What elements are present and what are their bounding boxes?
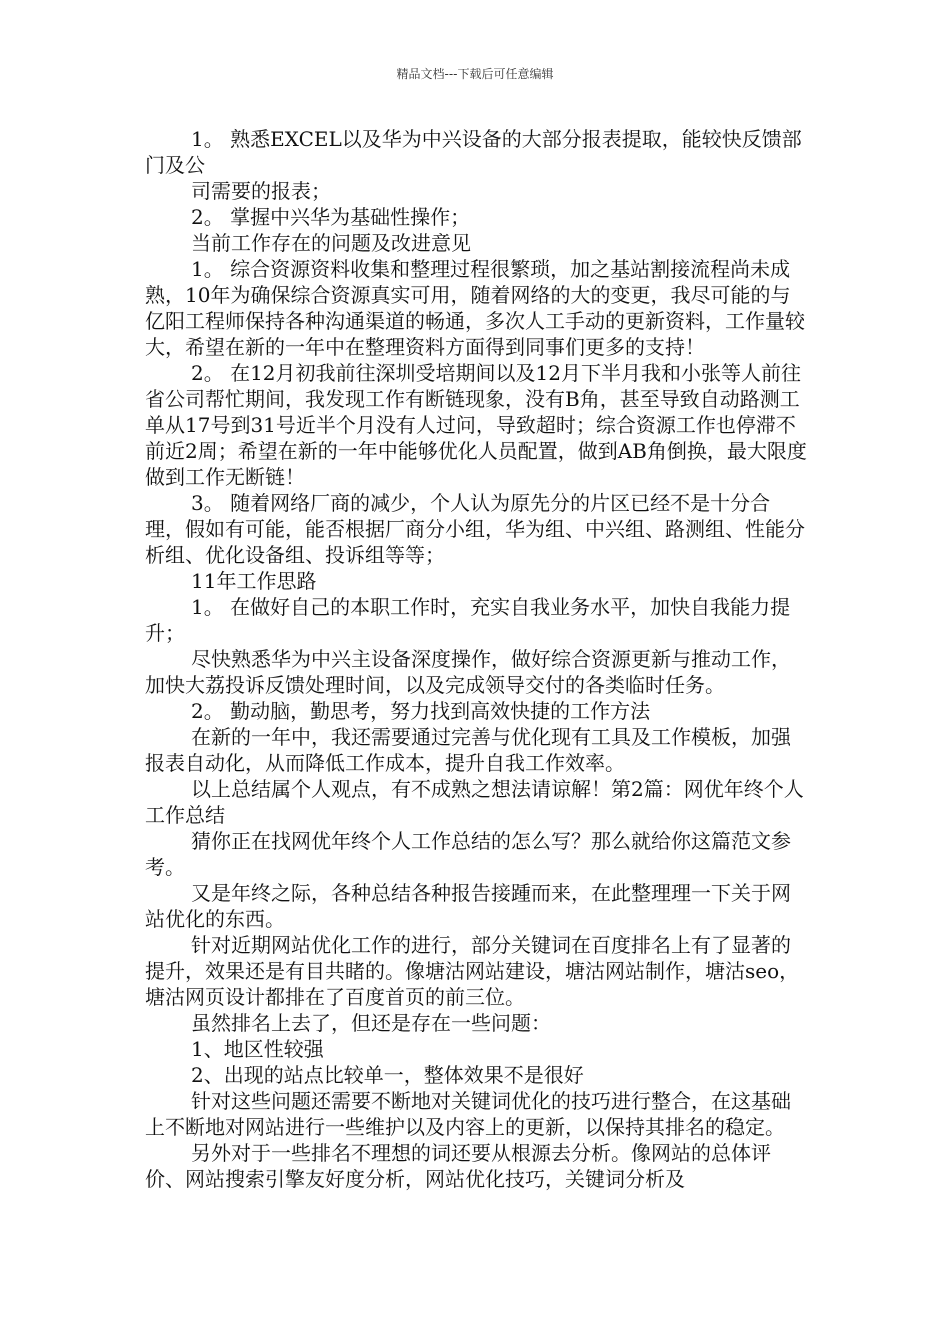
paragraph: 1。 综合资源资料收集和整理过程很繁琐，加之基站割接流程尚未成熟，10年为确保综合资源真实可用，随着网络的大的变更，我尽可能的与亿阳工程师保持各种沟通渠道的畅通，多次人工手动的更新资料，工作量较大，希望在新的一年中在整理资料方面得到同事们更多的支持！: [145, 257, 805, 359]
paragraph: 针对这些问题还需要不断地对关键词优化的技巧进行整合，在这基础上不断地对网站进行一些维护以及内容上的更新，以保持其排名的稳定。: [145, 1089, 791, 1139]
paragraph: 司需要的报表；: [191, 179, 331, 203]
paragraph: 2。 掌握中兴华为基础性操作；: [191, 205, 471, 229]
section-heading: 11年工作思路: [191, 569, 317, 593]
paragraph: 2。 在12月初我前往深圳受培期间以及12月下半月我和小张等人前往省公司帮忙期间，我发现工作有断链现象，没有B角，甚至导致自动路测工单从17号到31号近半个月没有人过问，导致超时；综合资源工作也停滞不前近2周；希望在新的一年中能够优化人员配置，做到AB角倒换，最大限度做到工作无断链！: [145, 361, 807, 489]
section-heading: 当前工作存在的问题及改进意见: [191, 231, 471, 255]
list-item: 1、地区性较强: [191, 1037, 324, 1061]
paragraph: 猜你正在找网优年终个人工作总结的怎么写？那么就给你这篇范文参考。: [145, 829, 791, 879]
paragraph: 1。 在做好自己的本职工作时，充实自我业务水平，加快自我能力提升；: [145, 595, 791, 645]
paragraph: 又是年终之际，各种总结各种报告接踵而来，在此整理理一下关于网站优化的东西。: [145, 881, 791, 931]
paragraph: 另外对于一些排名不理想的词还要从根源去分析。像网站的总体评价、网站搜索引擎友好度分析，网站优化技巧，关键词分析及: [145, 1141, 771, 1191]
paragraph: 以上总结属个人观点，有不成熟之想法请谅解！第2篇：网优年终个人工作总结: [145, 777, 804, 827]
paragraph: 1。 熟悉EXCEL以及华为中兴设备的大部分报表提取，能较快反馈部门及公: [145, 127, 802, 177]
paragraph: 尽快熟悉华为中兴主设备深度操作，做好综合资源更新与推动工作，加快大荔投诉反馈处理时间，以及完成领导交付的各类临时任务。: [145, 647, 791, 697]
page-header: 精品文档---下载后可任意编辑: [396, 67, 554, 81]
document-body: [145, 126, 809, 1192]
paragraph: 在新的一年中，我还需要通过完善与优化现有工具及工作模板，加强报表自动化，从而降低工作成本，提升自我工作效率。: [145, 725, 791, 775]
paragraph: 针对近期网站优化工作的进行，部分关键词在百度排名上有了显著的提升，效果还是有目共睹的。像塘沽网站建设，塘沽网站制作，塘沽seo，塘沽网页设计都排在了百度首页的前三位。: [145, 933, 800, 1009]
paragraph: 3。 随着网络厂商的减少，个人认为原先分的片区已经不是十分合理，假如有可能，能否根据厂商分小组，华为组、中兴组、路测组、性能分析组、优化设备组、投诉组等等；: [145, 491, 805, 567]
paragraph: 2。 勤动脑，勤思考，努力找到高效快捷的工作方法: [191, 699, 651, 723]
list-item: 2、出现的站点比较单一，整体效果不是很好: [191, 1063, 584, 1087]
paragraph: 虽然排名上去了，但还是存在一些问题：: [191, 1011, 551, 1035]
